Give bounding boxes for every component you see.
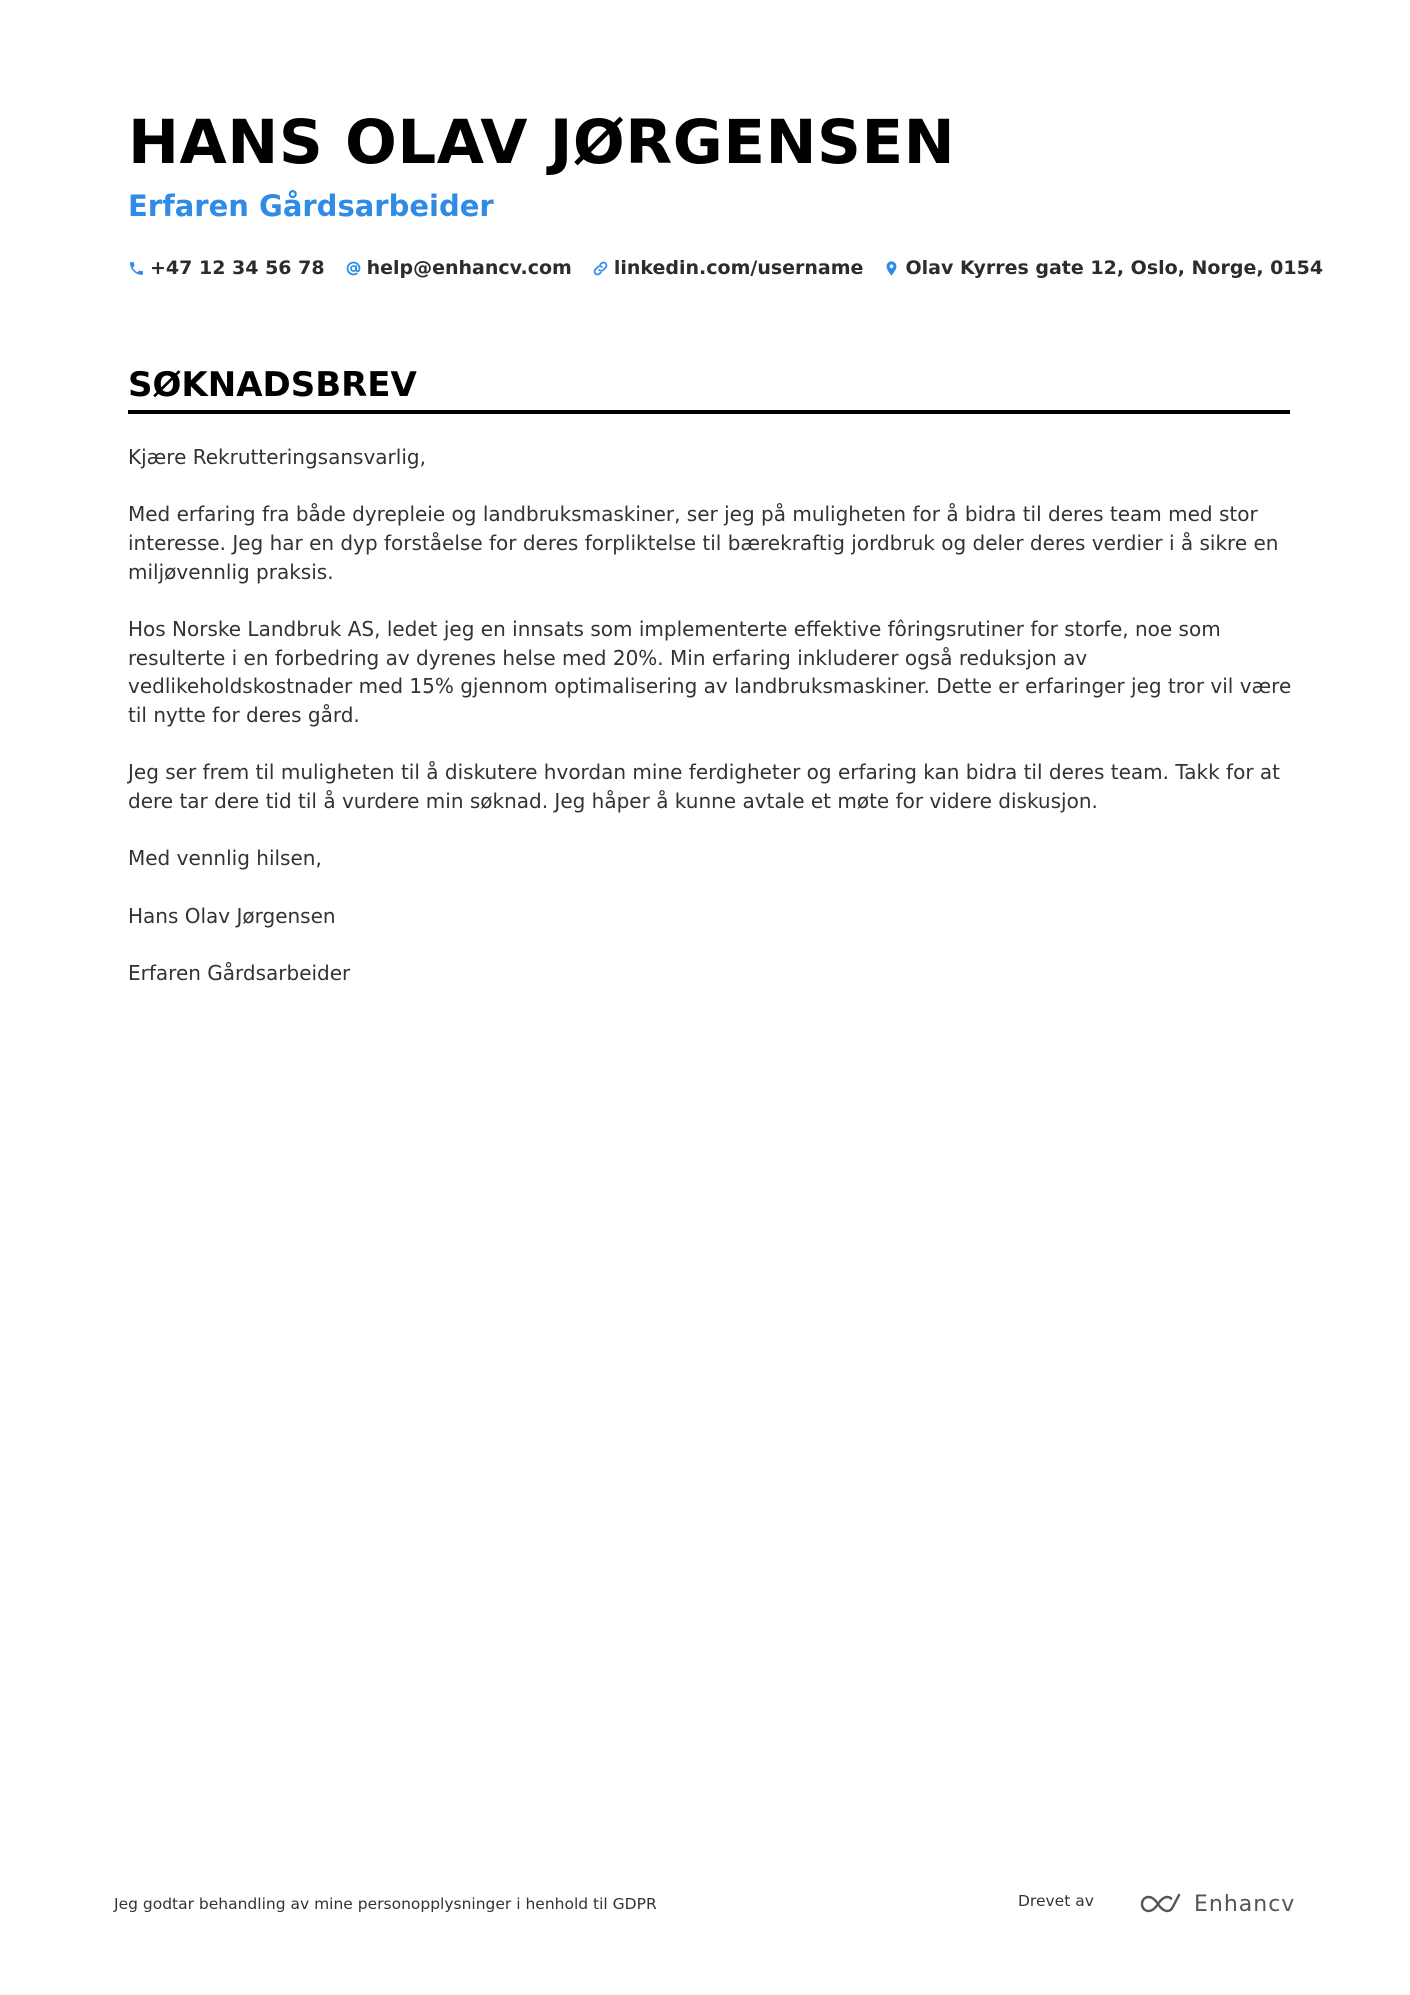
letter-greeting: Kjære Rekrutteringsansvarlig, [128,445,426,469]
contact-email-text: help@enhancv.com [366,257,572,279]
letter-closing: Med vennlig hilsen, [128,846,322,871]
at-icon [345,260,362,277]
contact-phone[interactable] [128,257,325,279]
section-divider [128,410,1290,414]
contact-phone-text: +47 12 34 56 78 [150,257,325,279]
letter-paragraph: Hos Norske Landbruk AS, ledet jeg en innsats som implementerte effektive fôringsrutiner for storfe, noe som resulterte i en forbedring av dyrenes helse med 20%. Min erfaring inkluderer også reduksjon av vedlikeholdskostnader med 15% gjennom optimalisering av landbruksmaskiner. Dette er erfaringer jeg tror vil være til nytte for deres gård. [128,616,1292,727]
contact-email[interactable] [345,257,572,279]
gdpr-consent-text: Jeg godtar behandling av mine personopplysninger i henhold til GDPR [114,1895,657,1913]
enhancv-logo-icon [1138,1890,1186,1918]
letter-paragraph: Med erfaring fra både dyrepleie og landbruksmaskiner, ser jeg på muligheten for å bidra til deres team med stor interesse. Jeg har en dyp forståelse for deres forpliktelse til bærekraftig jordbruk og deler deres verdier i å sikre en miljøvennlig praksis. [128,502,1279,584]
powered-by-label: Drevet av [1018,1892,1094,1910]
phone-icon [128,260,145,277]
signature-title: Erfaren Gårdsarbeider [128,960,351,985]
link-icon [592,260,609,277]
letter-paragraph: Jeg ser frem til muligheten til å diskutere hvordan mine ferdigheter og erfaring kan bidra til deres team. Takk for at dere tar dere tid til å vurdere min søknad. Jeg håper å kunne avtale et møte for videre diskusjon. [128,760,1280,813]
contact-bar [128,254,1343,282]
brand-name: Enhancv [1194,1891,1296,1917]
signature-name: Hans Olav Jørgensen [128,903,336,928]
contact-linkedin[interactable] [592,257,864,279]
contact-address [883,257,1323,279]
applicant-name: HANS OLAV JØRGENSEN [128,107,956,178]
section-title: SØKNADSBREV [128,365,417,405]
letter-body [128,443,1298,1016]
enhancv-brand[interactable] [1138,1890,1295,1918]
contact-address-text: Olav Kyrres gate 12, Oslo, Norge, 0154 [905,257,1324,279]
contact-linkedin-text: linkedin.com/username [613,257,864,279]
location-pin-icon [883,260,900,277]
applicant-title: Erfaren Gårdsarbeider [128,189,494,223]
